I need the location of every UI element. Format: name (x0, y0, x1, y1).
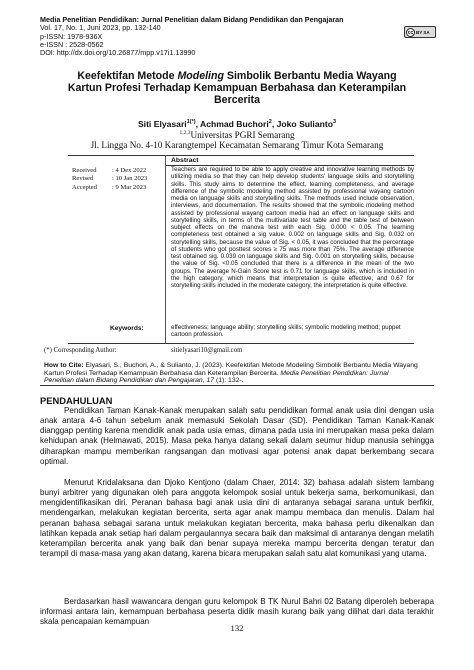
date-label: Accepted (72, 183, 97, 191)
paragraph-text: Pendidikan Taman Kanak-Kanak merupakan salah satu pendidikan formal anak usia dini dengan usia anak antara 4-6 tahun sebelum anak memasuki Sekolah Dasar (SD). Pendidikan Taman Kanak-Kanak dianggap penting karena mendidik anak pada usia emas, dimana pada usia ini merupakan masa peka dalam kehidupan anak (Helmawati, 2015). Masa peka hanya datang sekali dalam seumur hidup manusia sehingga diharapkan mampu memberikan rangsangan dan motivasi agar potensi anak dapat berkembang secara optimal. (40, 406, 434, 466)
date-value: : 10 Jan 2023 (112, 175, 148, 183)
cc-license-badge-icon (404, 26, 436, 38)
article-dates (72, 167, 147, 192)
cite-volume: 17 (206, 377, 215, 385)
journal-volume: Vol. 17, No. 1, Juni 2023, pp. 132-140 (40, 23, 161, 33)
author-name: , Joko Sulianto (271, 119, 333, 129)
date-value: : 9 Mar 2023 (112, 183, 147, 191)
affiliation (40, 130, 434, 140)
corresponding-label: (*) Corresponding Author: (44, 347, 117, 354)
author-name: Siti Elyasari (137, 119, 187, 129)
license-type: BY SA (416, 29, 430, 35)
title-italic: Modeling (177, 70, 224, 82)
abstract-heading: Abstract (171, 157, 199, 164)
address: Jl. Lingga No. 4-10 Karangtempel Kecamatan Semarang Timur Kota Semarang (90, 140, 384, 150)
author-sup: 2 (268, 119, 272, 126)
title-part: Simbolik Berbantu Media Wayang (223, 70, 397, 82)
affiliation-sup: 1,2,3 (179, 129, 191, 136)
divider (40, 385, 434, 386)
cite-text: Elyasari, S., Buchori, A., & Sulianto, J. (2023). Keefektifan Metode Modeling Simbolik Berbantu Media Wayang Kartun Profesi Terhadap Kemampuan Berbahasa dan Keterampilan Bercerita. (44, 362, 418, 377)
title-part: Keefektifan Metode (77, 70, 178, 82)
cite-sep: , (202, 377, 207, 385)
journal-doi[interactable]: DOI: http://dx.doi.org/10.26877/mpp.v17i1.13990 (40, 48, 196, 58)
cite-tail: (1): 132-. (214, 377, 244, 385)
corresponding-email[interactable]: sitielyasari10@gmail.com (171, 347, 243, 354)
title-part: Bercerita (214, 94, 260, 107)
divider (68, 343, 414, 344)
body-paragraph (40, 406, 434, 467)
author-name: , Achmad Buchori (195, 119, 269, 129)
keywords-label: Keywords: (110, 325, 144, 332)
divider (68, 155, 414, 156)
author-sup: 1(*) (186, 119, 196, 126)
date-row (72, 184, 147, 192)
affiliation-name: Universitas PGRI Semarang (190, 130, 295, 140)
journal-eissn: e-ISSN : 2528-0562 (40, 39, 104, 49)
page-number: 132 (230, 623, 244, 633)
journal-pissn: p-ISSN: 1978-936X (40, 31, 103, 41)
paragraph-text: Menurut Kridalaksana dan Djoko Kentjono (dalam Chaer, 2014: 32) bahasa adalah sistem lambang bunyi arbitrer yang digunakan oleh para anggota kelompok sosial untuk bekerja sama, berkomunikasi, dan mengidentifikasikan diri. Peranan bahasa bagi anak usia dini di antaranya sebagai sarana untuk berfikir, mendengarkan, melakukan kegiatan bercerita, serta agar anak mampu membaca dan menulis. Dalam hal peranan bahasa sebagai sarana untuk melakukan kegiatan bercerita, maka bahasa perlu dikenalkan dan latihkan kepada anak setiap hari dalam pergaulannya secara baik dan maksimal di antaranya dengan melatih keterampilan bercerita anak yang baik dan benar supaya mereka mampu bercerita dengan teratur dan terampil di masa-masa yang akan datang, karena bicara merupakan salah satu alat komunikasi yang utama. (40, 478, 434, 559)
body-paragraph (40, 478, 434, 559)
section-heading: PENDAHULUAN (40, 395, 113, 406)
paper-title (55, 70, 419, 107)
date-row (72, 175, 147, 183)
cite-journal: Media Penelitian Pendidikan: Jurnal Penelitian dalam Bidang Pendidikan dan Pengajaran (44, 369, 389, 385)
date-label: Received (72, 167, 97, 174)
date-label: Revised (72, 175, 94, 183)
title-part: Kartun Profesi Terhadap Kemampuan Berbahasa dan Keterampilan (67, 82, 407, 95)
author-sup: 3 (332, 119, 337, 126)
journal-header (40, 16, 440, 57)
cite-label: How to Cite: (44, 362, 84, 369)
date-row (72, 167, 147, 175)
cc-logo-icon: cc (407, 29, 414, 36)
column-divider (165, 155, 166, 343)
author-list (40, 119, 434, 129)
keywords-text: effectiveness; language ability; storytelling skills; symbolic modeling method; puppet cartoon profession. (171, 324, 401, 339)
paragraph-text: Berdasarkan hasil wawancara dengan guru kelompok B TK Nurul Bahri 02 Batang diperoleh beberapa informasi antara lain, kemampuan berbahasa peserta didik masih kurang baik yang dilihat dari data terakhir skala pencapaian kemampuan (40, 597, 434, 627)
how-to-cite (44, 362, 420, 385)
date-value: : 4 Dex 2022 (112, 167, 147, 174)
abstract-text: Teachers are required to be able to apply creative and innovative learning methods by utilizing media so that they can help develop students' language skills and storytelling skills. This study aims to determine the effect, learning completeness, and average difference of the symbolic modeling method assisted by professional wayang cartoon media on language skills and storytelling skills. The methods used include observation, interviews, and documentation. The results showed that the symbolic modeling method assisted by professional wayang cartoon media had an effect on language skills and storytelling skills, in terms of the multivariate test table and the table test of between subject effects on the manova test with each Sig. 0.000 < 0.05. The learning completeness test obtained a sig value. 0.002 on language skills and Sig. 0.032 on storytelling skills, because the value of Sig. < 0.05, it was concluded that the percentage of students who got posttest scores ≥ 75 was more than 75%. The average difference test obtained sig. 0.039 on language skills and Sig. 0.001 on storytelling skills, because the value of Sig. <0.05 concluded that there is a difference in the mean of the two groups. The average N-Gain Score test is 0.71 for language skills, which is included in the high category, which means that interpretation is quite effective, and 0.67 for storytelling skills included in the moderate category, the interpretation is quite effective. (171, 166, 414, 289)
journal-name: Media Penelitian Pendidikan: Jurnal Penelitian dalam Bidang Pendidikan dan Pengajaran (40, 15, 344, 24)
